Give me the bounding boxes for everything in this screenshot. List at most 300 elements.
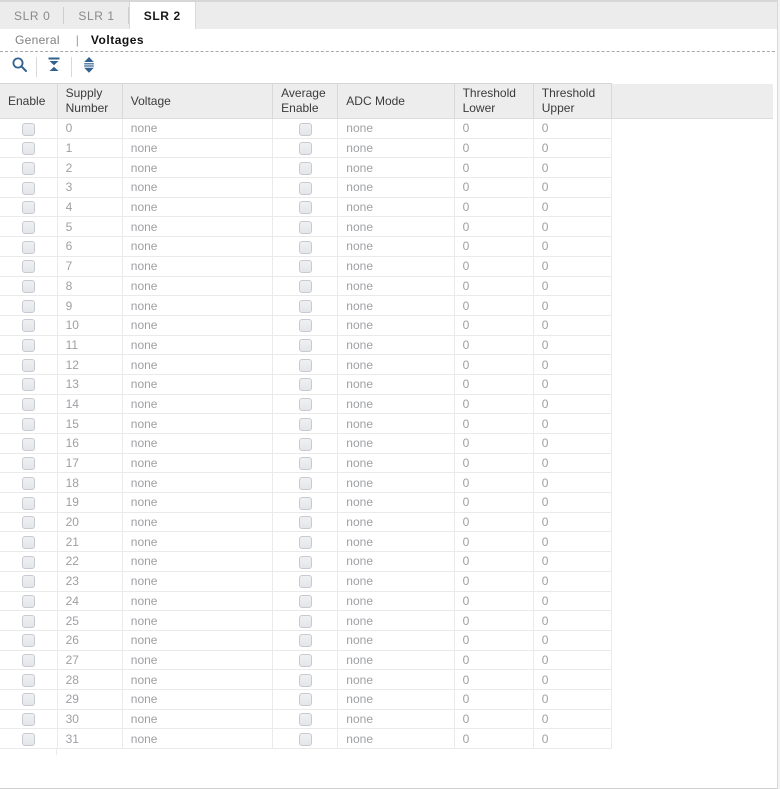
enable-cell	[0, 473, 57, 493]
average-enable-checkbox[interactable]	[299, 201, 312, 214]
enable-checkbox[interactable]	[22, 162, 35, 175]
tab-slr-0[interactable]	[0, 2, 64, 29]
enable-checkbox[interactable]	[22, 693, 35, 706]
enable-cell	[0, 197, 57, 217]
average-enable-checkbox[interactable]	[299, 182, 312, 195]
average-enable-cell	[273, 119, 338, 139]
average-enable-checkbox[interactable]	[299, 260, 312, 273]
collapse-all-icon	[45, 55, 63, 78]
table-row[interactable]	[0, 729, 612, 749]
average-enable-checkbox[interactable]	[299, 123, 312, 136]
threshold-upper-cell: 0	[533, 552, 611, 572]
average-enable-cell	[273, 256, 338, 276]
threshold-lower-cell: 0	[454, 394, 533, 414]
tab-slr-1[interactable]	[64, 2, 128, 29]
voltage-cell: none	[122, 473, 272, 493]
col-header-threshold-upper[interactable]: Threshold Upper	[533, 84, 611, 119]
average-enable-cell	[273, 138, 338, 158]
col-header-average-enable[interactable]: Average Enable	[273, 84, 338, 119]
supply-number-cell: 22	[57, 552, 122, 572]
enable-checkbox[interactable]	[22, 280, 35, 293]
table-row[interactable]	[0, 493, 612, 513]
enable-checkbox[interactable]	[22, 536, 35, 549]
enable-cell	[0, 374, 57, 394]
voltage-cell: none	[122, 237, 272, 257]
enable-checkbox[interactable]	[22, 123, 35, 136]
table-row[interactable]	[0, 670, 612, 690]
adc-mode-cell: none	[338, 197, 454, 217]
average-enable-cell	[273, 689, 338, 709]
average-enable-cell	[273, 630, 338, 650]
average-enable-cell	[273, 591, 338, 611]
enable-cell	[0, 256, 57, 276]
enable-cell	[0, 512, 57, 532]
tab-slr-0-label: SLR 0	[14, 8, 51, 23]
enable-cell	[0, 571, 57, 591]
supply-number-cell: 0	[57, 119, 122, 139]
threshold-lower-cell: 0	[454, 453, 533, 473]
table-row[interactable]	[0, 296, 612, 316]
table-row[interactable]	[0, 374, 612, 394]
adc-mode-cell: none	[338, 512, 454, 532]
supply-number-cell: 13	[57, 374, 122, 394]
sub-tab-bar	[0, 29, 780, 52]
supply-number-cell: 20	[57, 512, 122, 532]
average-enable-cell	[273, 414, 338, 434]
enable-checkbox[interactable]	[22, 260, 35, 273]
supply-number-cell: 6	[57, 237, 122, 257]
average-enable-cell	[273, 493, 338, 513]
average-enable-checkbox[interactable]	[299, 359, 312, 372]
enable-cell	[0, 355, 57, 375]
enable-checkbox[interactable]	[22, 438, 35, 451]
average-enable-checkbox[interactable]	[299, 634, 312, 647]
average-enable-checkbox[interactable]	[299, 398, 312, 411]
supply-number-cell: 18	[57, 473, 122, 493]
average-enable-checkbox[interactable]	[299, 575, 312, 588]
threshold-lower-cell: 0	[454, 473, 533, 493]
search-icon	[11, 56, 28, 78]
adc-mode-cell: none	[338, 709, 454, 729]
voltages-table-area	[0, 83, 780, 755]
table-row[interactable]	[0, 276, 612, 296]
threshold-upper-cell: 0	[533, 256, 611, 276]
adc-mode-cell: none	[338, 315, 454, 335]
average-enable-checkbox[interactable]	[299, 241, 312, 254]
supply-number-cell: 11	[57, 335, 122, 355]
voltage-cell: none	[122, 650, 272, 670]
adc-mode-cell: none	[338, 178, 454, 198]
adc-mode-cell: none	[338, 138, 454, 158]
enable-cell	[0, 138, 57, 158]
table-row[interactable]	[0, 138, 612, 158]
average-enable-cell	[273, 512, 338, 532]
supply-number-cell: 16	[57, 434, 122, 454]
threshold-upper-cell: 0	[533, 591, 611, 611]
table-row[interactable]	[0, 611, 612, 631]
supply-number-cell: 17	[57, 453, 122, 473]
table-row[interactable]	[0, 591, 612, 611]
average-enable-cell	[273, 237, 338, 257]
expand-all-button[interactable]	[77, 55, 101, 79]
average-enable-cell	[273, 532, 338, 552]
average-enable-checkbox[interactable]	[299, 713, 312, 726]
average-enable-checkbox[interactable]	[299, 595, 312, 608]
threshold-lower-cell: 0	[454, 355, 533, 375]
supply-number-cell: 7	[57, 256, 122, 276]
threshold-lower-cell: 0	[454, 532, 533, 552]
threshold-upper-cell: 0	[533, 729, 611, 749]
voltage-cell: none	[122, 670, 272, 690]
adc-mode-cell: none	[338, 217, 454, 237]
average-enable-checkbox[interactable]	[299, 162, 312, 175]
enable-cell	[0, 434, 57, 454]
enable-checkbox[interactable]	[22, 221, 35, 234]
header-filler	[612, 84, 773, 119]
average-enable-checkbox[interactable]	[299, 674, 312, 687]
table-row[interactable]	[0, 512, 612, 532]
voltage-cell: none	[122, 374, 272, 394]
threshold-upper-cell: 0	[533, 394, 611, 414]
enable-checkbox[interactable]	[22, 615, 35, 628]
threshold-lower-cell: 0	[454, 689, 533, 709]
enable-cell	[0, 335, 57, 355]
table-row[interactable]	[0, 532, 612, 552]
table-row[interactable]	[0, 355, 612, 375]
tab-slr-2[interactable]	[129, 2, 196, 29]
voltage-cell: none	[122, 335, 272, 355]
column-separator	[56, 749, 57, 755]
threshold-upper-cell: 0	[533, 453, 611, 473]
voltage-cell: none	[122, 571, 272, 591]
enable-checkbox[interactable]	[22, 201, 35, 214]
supply-number-cell: 21	[57, 532, 122, 552]
average-enable-checkbox[interactable]	[299, 556, 312, 569]
enable-cell	[0, 315, 57, 335]
threshold-upper-cell: 0	[533, 709, 611, 729]
adc-mode-cell: none	[338, 532, 454, 552]
table-row[interactable]	[0, 689, 612, 709]
voltage-cell: none	[122, 256, 272, 276]
threshold-lower-cell: 0	[454, 335, 533, 355]
voltage-cell: none	[122, 552, 272, 572]
col-header-voltage[interactable]: Voltage	[122, 84, 272, 119]
enable-checkbox[interactable]	[22, 359, 35, 372]
table-row[interactable]	[0, 552, 612, 572]
average-enable-checkbox[interactable]	[299, 497, 312, 510]
threshold-lower-cell: 0	[454, 414, 533, 434]
subtab-general[interactable]: General	[15, 33, 60, 47]
voltage-cell: none	[122, 197, 272, 217]
threshold-upper-cell: 0	[533, 650, 611, 670]
table-row[interactable]	[0, 571, 612, 591]
voltage-cell: none	[122, 414, 272, 434]
supply-number-cell: 25	[57, 611, 122, 631]
enable-checkbox[interactable]	[22, 378, 35, 391]
threshold-upper-cell: 0	[533, 217, 611, 237]
enable-cell	[0, 453, 57, 473]
average-enable-cell	[273, 394, 338, 414]
enable-checkbox[interactable]	[22, 654, 35, 667]
average-enable-checkbox[interactable]	[299, 221, 312, 234]
average-enable-checkbox[interactable]	[299, 378, 312, 391]
adc-mode-cell: none	[338, 374, 454, 394]
average-enable-checkbox[interactable]	[299, 319, 312, 332]
average-enable-checkbox[interactable]	[299, 300, 312, 313]
average-enable-cell	[273, 552, 338, 572]
table-row[interactable]	[0, 158, 612, 178]
enable-cell	[0, 237, 57, 257]
average-enable-cell	[273, 670, 338, 690]
adc-mode-cell: none	[338, 670, 454, 690]
voltage-cell: none	[122, 394, 272, 414]
average-enable-checkbox[interactable]	[299, 693, 312, 706]
supply-number-cell: 28	[57, 670, 122, 690]
adc-mode-cell: none	[338, 335, 454, 355]
enable-cell	[0, 394, 57, 414]
adc-mode-cell: none	[338, 355, 454, 375]
table-row[interactable]	[0, 394, 612, 414]
table-row[interactable]	[0, 315, 612, 335]
threshold-lower-cell: 0	[454, 611, 533, 631]
supply-number-cell: 24	[57, 591, 122, 611]
threshold-upper-cell: 0	[533, 473, 611, 493]
average-enable-checkbox[interactable]	[299, 280, 312, 293]
voltage-cell: none	[122, 217, 272, 237]
enable-checkbox[interactable]	[22, 398, 35, 411]
voltage-cell: none	[122, 493, 272, 513]
voltage-cell: none	[122, 453, 272, 473]
threshold-lower-cell: 0	[454, 670, 533, 690]
adc-mode-cell: none	[338, 158, 454, 178]
average-enable-cell	[273, 276, 338, 296]
col-header-threshold-lower[interactable]: Threshold Lower	[454, 84, 533, 119]
threshold-lower-cell: 0	[454, 296, 533, 316]
average-enable-checkbox[interactable]	[299, 438, 312, 451]
voltage-cell: none	[122, 276, 272, 296]
supply-number-cell: 27	[57, 650, 122, 670]
threshold-upper-cell: 0	[533, 315, 611, 335]
enable-checkbox[interactable]	[22, 595, 35, 608]
threshold-lower-cell: 0	[454, 493, 533, 513]
tab-slr-1-label: SLR 1	[78, 8, 115, 23]
threshold-upper-cell: 0	[533, 119, 611, 139]
voltages-table	[0, 83, 612, 749]
voltage-cell: none	[122, 315, 272, 335]
table-row[interactable]	[0, 217, 612, 237]
threshold-upper-cell: 0	[533, 237, 611, 257]
voltage-cell: none	[122, 512, 272, 532]
enable-checkbox[interactable]	[22, 418, 35, 431]
table-row[interactable]	[0, 434, 612, 454]
threshold-upper-cell: 0	[533, 611, 611, 631]
voltage-cell: none	[122, 709, 272, 729]
threshold-upper-cell: 0	[533, 670, 611, 690]
col-header-supply-number[interactable]: Supply Number	[57, 84, 122, 119]
adc-mode-cell: none	[338, 552, 454, 572]
table-row[interactable]	[0, 453, 612, 473]
enable-cell	[0, 158, 57, 178]
threshold-upper-cell: 0	[533, 532, 611, 552]
collapse-all-button[interactable]	[42, 55, 66, 79]
threshold-lower-cell: 0	[454, 138, 533, 158]
voltage-cell: none	[122, 296, 272, 316]
voltage-cell: none	[122, 119, 272, 139]
average-enable-cell	[273, 217, 338, 237]
adc-mode-cell: none	[338, 453, 454, 473]
enable-checkbox[interactable]	[22, 300, 35, 313]
threshold-lower-cell: 0	[454, 197, 533, 217]
enable-checkbox[interactable]	[22, 556, 35, 569]
partial-row	[0, 749, 612, 755]
average-enable-cell	[273, 158, 338, 178]
average-enable-cell	[273, 335, 338, 355]
threshold-lower-cell: 0	[454, 119, 533, 139]
adc-mode-cell: none	[338, 394, 454, 414]
average-enable-cell	[273, 315, 338, 335]
enable-cell	[0, 178, 57, 198]
tab-slr-2-label: SLR 2	[143, 8, 181, 23]
average-enable-checkbox[interactable]	[299, 615, 312, 628]
adc-mode-cell: none	[338, 689, 454, 709]
enable-checkbox[interactable]	[22, 477, 35, 490]
average-enable-checkbox[interactable]	[299, 733, 312, 746]
table-row[interactable]	[0, 650, 612, 670]
enable-checkbox[interactable]	[22, 182, 35, 195]
average-enable-cell	[273, 611, 338, 631]
adc-mode-cell: none	[338, 571, 454, 591]
enable-cell	[0, 709, 57, 729]
supply-number-cell: 5	[57, 217, 122, 237]
supply-number-cell: 19	[57, 493, 122, 513]
enable-cell	[0, 493, 57, 513]
enable-checkbox[interactable]	[22, 674, 35, 687]
threshold-upper-cell: 0	[533, 512, 611, 532]
toolbar-separator	[71, 57, 72, 77]
enable-cell	[0, 729, 57, 749]
subtab-divider: |	[75, 33, 79, 47]
threshold-lower-cell: 0	[454, 709, 533, 729]
enable-checkbox[interactable]	[22, 457, 35, 470]
average-enable-cell	[273, 709, 338, 729]
table-row[interactable]	[0, 197, 612, 217]
table-row[interactable]	[0, 630, 612, 650]
voltage-cell: none	[122, 591, 272, 611]
adc-mode-cell: none	[338, 729, 454, 749]
threshold-upper-cell: 0	[533, 276, 611, 296]
average-enable-cell	[273, 571, 338, 591]
slr-tab-bar	[0, 2, 780, 29]
average-enable-checkbox[interactable]	[299, 477, 312, 490]
average-enable-checkbox[interactable]	[299, 516, 312, 529]
enable-checkbox[interactable]	[22, 733, 35, 746]
supply-number-cell: 23	[57, 571, 122, 591]
table-row[interactable]	[0, 709, 612, 729]
enable-checkbox[interactable]	[22, 339, 35, 352]
enable-checkbox[interactable]	[22, 142, 35, 155]
table-row[interactable]	[0, 237, 612, 257]
enable-checkbox[interactable]	[22, 241, 35, 254]
table-row[interactable]	[0, 256, 612, 276]
supply-number-cell: 3	[57, 178, 122, 198]
adc-mode-cell: none	[338, 296, 454, 316]
average-enable-cell	[273, 197, 338, 217]
supply-number-cell: 31	[57, 729, 122, 749]
threshold-upper-cell: 0	[533, 414, 611, 434]
enable-checkbox[interactable]	[22, 575, 35, 588]
supply-number-cell: 9	[57, 296, 122, 316]
average-enable-cell	[273, 178, 338, 198]
average-enable-checkbox[interactable]	[299, 536, 312, 549]
table-row[interactable]	[0, 414, 612, 434]
supply-number-cell: 29	[57, 689, 122, 709]
col-header-adc-mode[interactable]: ADC Mode	[338, 84, 454, 119]
subtab-voltages[interactable]: Voltages	[90, 33, 145, 47]
supply-number-cell: 30	[57, 709, 122, 729]
threshold-lower-cell: 0	[454, 158, 533, 178]
threshold-upper-cell: 0	[533, 138, 611, 158]
enable-cell	[0, 276, 57, 296]
threshold-upper-cell: 0	[533, 571, 611, 591]
enable-cell	[0, 611, 57, 631]
adc-mode-cell: none	[338, 434, 454, 454]
threshold-lower-cell: 0	[454, 591, 533, 611]
average-enable-checkbox[interactable]	[299, 339, 312, 352]
adc-mode-cell: none	[338, 630, 454, 650]
col-header-enable[interactable]: Enable	[0, 84, 57, 119]
adc-mode-cell: none	[338, 237, 454, 257]
enable-checkbox[interactable]	[22, 634, 35, 647]
table-row[interactable]	[0, 119, 612, 139]
table-body	[0, 119, 612, 749]
supply-number-cell: 2	[57, 158, 122, 178]
enable-checkbox[interactable]	[22, 713, 35, 726]
enable-cell	[0, 119, 57, 139]
supply-number-cell: 14	[57, 394, 122, 414]
threshold-upper-cell: 0	[533, 178, 611, 198]
average-enable-checkbox[interactable]	[299, 654, 312, 667]
adc-mode-cell: none	[338, 611, 454, 631]
average-enable-cell	[273, 355, 338, 375]
threshold-lower-cell: 0	[454, 434, 533, 454]
voltage-cell: none	[122, 729, 272, 749]
threshold-upper-cell: 0	[533, 355, 611, 375]
enable-checkbox[interactable]	[22, 516, 35, 529]
average-enable-checkbox[interactable]	[299, 142, 312, 155]
threshold-lower-cell: 0	[454, 512, 533, 532]
threshold-upper-cell: 0	[533, 335, 611, 355]
enable-checkbox[interactable]	[22, 497, 35, 510]
threshold-upper-cell: 0	[533, 374, 611, 394]
enable-cell	[0, 414, 57, 434]
table-row[interactable]	[0, 473, 612, 493]
supply-number-cell: 8	[57, 276, 122, 296]
voltage-cell: none	[122, 611, 272, 631]
threshold-lower-cell: 0	[454, 552, 533, 572]
average-enable-checkbox[interactable]	[299, 457, 312, 470]
enable-checkbox[interactable]	[22, 319, 35, 332]
voltage-cell: none	[122, 355, 272, 375]
threshold-lower-cell: 0	[454, 237, 533, 257]
adc-mode-cell: none	[338, 119, 454, 139]
average-enable-checkbox[interactable]	[299, 418, 312, 431]
search-button[interactable]	[7, 55, 31, 79]
table-toolbar	[0, 52, 780, 81]
threshold-upper-cell: 0	[533, 493, 611, 513]
table-row[interactable]	[0, 335, 612, 355]
toolbar-separator	[36, 57, 37, 77]
table-row[interactable]	[0, 178, 612, 198]
